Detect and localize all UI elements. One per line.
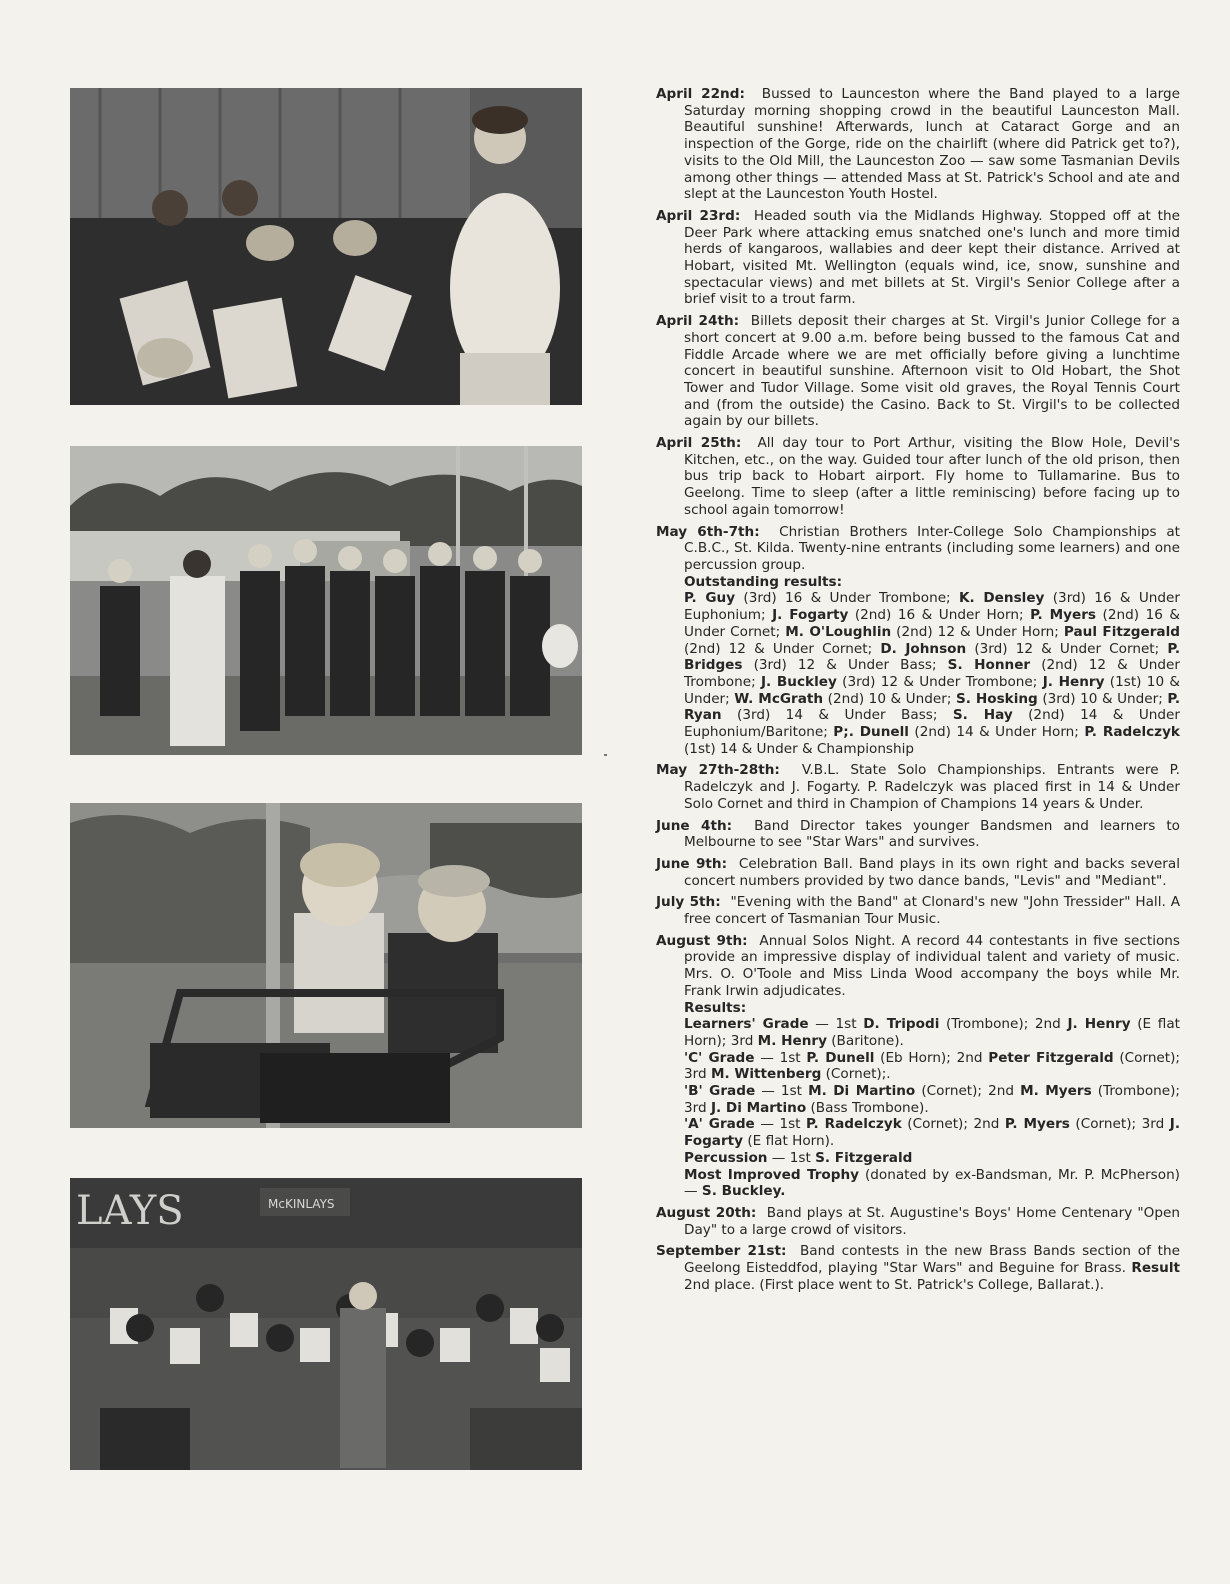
result-detail: (3rd) 12 & Under Bass; (742, 657, 948, 674)
entry-date: September 21st: (656, 1243, 787, 1260)
result-name: K. Densley (958, 590, 1045, 607)
entry-text: All day tour to Port Arthur, visiting the Blow Hole, Devil's Kitchen, etc., on the way. Guided tour after lunch of the old prison, then bus trip back to Hobart airport. Fly home to Tullamarine. Bus to Geelong. Time to sleep (after a little reminiscing) before facing up to school again tomorrow! (684, 435, 1180, 518)
entry-date: April 25th: (656, 435, 742, 452)
result-detail: (2nd) 14 & Under Euphonium/Baritone; (684, 707, 1180, 741)
photo-conductor-band-image (70, 88, 582, 405)
diary-entry (656, 933, 1180, 1200)
result-detail: (3rd) 16 & Under Euphonium; (684, 590, 1180, 624)
result-detail: (3rd) 12 & Under Cornet; (966, 640, 1168, 657)
entry-text: Band plays at St. Augustine's Boys' Home Centenary "Open Day" to a large crowd of visitors. (684, 1205, 1180, 1238)
result-name: P. Myers (1030, 607, 1097, 624)
entry-text: Celebration Ball. Band plays in its own right and backs several concert numbers provided by two dance bands, "Levis" and "Mediant". (684, 855, 1180, 889)
diary-entry (656, 435, 1180, 519)
result-detail: (1st) 10 & Under; (684, 673, 1181, 707)
result-name: P. Ryan (684, 690, 1181, 724)
results-heading: Results: (684, 999, 747, 1016)
photo-conductor-band (70, 88, 582, 405)
result-name: Paul Fitzgerald (1063, 623, 1180, 640)
entry-date: June 4th: (656, 817, 733, 834)
photo-chairlift-boys-image (70, 803, 582, 1128)
result-label: Result (1131, 1260, 1180, 1277)
photo-chairlift-boys (70, 803, 582, 1128)
learners-grade-result: Learners' Grade — 1st D. Tripodi (Trombone); 2nd J. Henry (E flat Horn); 3rd M. Henry (Baritone). (684, 1016, 1180, 1049)
diary-entry (656, 208, 1180, 308)
result-detail: (2nd) 14 & Under Horn; (908, 724, 1085, 741)
photo-mall-concert-image (70, 1178, 582, 1470)
entry-text: Headed south via the Midlands Highway. Stopped off at the Deer Park where attacking emus snatched one's lunch and more timid herds of kangaroos, wallabies and deer kept their distance. Arrived at Hobart, visited Mt. Wellington (equals wind, ice, snow, sunshine and spectacular views) and met billets at St. Virgil's Senior College after a brief visit to a trout farm. (684, 207, 1180, 308)
diary-entry (656, 86, 1180, 203)
result-detail: (2nd) 16 & Under Cornet; (684, 607, 1180, 640)
results-list (684, 590, 1180, 757)
entry-date: April 22nd: (656, 86, 745, 102)
result-detail: (3rd) 10 & Under; (1037, 690, 1168, 707)
diary-entry (656, 762, 1180, 812)
entry-date: July 5th: (656, 894, 721, 911)
result-item (772, 607, 1030, 623)
result-detail: (2nd) 12 & Under Cornet; (684, 640, 881, 657)
entry-text: Christian Brothers Inter-College Solo Championships at C.B.C., St. Kilda. Twenty-nine entrants (including some learners) and one percussion group. (684, 523, 1180, 573)
entry-date: May 27th-28th: (656, 762, 780, 779)
diary-entry (656, 818, 1180, 851)
percussion-result: Percussion — 1st S. Fitzgerald (684, 1149, 913, 1166)
speck (604, 754, 607, 756)
a-grade-result: 'A' Grade — 1st P. Radelczyk (Cornet); 2nd P. Myers (Cornet); 3rd J. Fogarty (E flat Horn). (684, 1116, 1181, 1150)
diary-entry (656, 1205, 1180, 1238)
result-name: M. O'Loughlin (785, 623, 892, 640)
diary-entry (656, 894, 1180, 927)
entry-date: August 20th: (656, 1205, 757, 1221)
result-item (785, 624, 1064, 640)
c-grade-result: 'C' Grade — 1st P. Dunell (Eb Horn); 2nd Peter Fitzgerald (Cornet); 3rd M. Wittenberg (Cornet);. (684, 1049, 1181, 1083)
photo-mall-concert (70, 1178, 582, 1470)
entry-date: April 24th: (656, 313, 740, 330)
result-name: P. Bridges (684, 640, 1181, 674)
result-detail: (2nd) 16 & Under Horn; (848, 607, 1031, 624)
result-name: S. Hay (952, 707, 1013, 724)
entry-text: Bussed to Launceston where the Band played to a large Saturday morning shopping crowd in the beautiful Launceston Mall. Beautiful sunshine! Afterwards, lunch at Cataract Gorge and an inspection of the Gorge, ride on the chairlift (where did Patrick get to?), visits to the Old Mill, the Launceston Zoo — saw some Tasmanian Devils among other things — attended Mass at St. Patrick's School and ate and slept at the Launceston Youth Hostel. (684, 86, 1180, 203)
most-improved-trophy: Most Improved Trophy (donated by ex-Bandsman, Mr. P. McPherson) — S. Buckley. (684, 1166, 1180, 1200)
result-item (684, 590, 959, 606)
shop-sign-mckinlays: McKINLAYS (268, 1197, 335, 1211)
entry-text: Annual Solos Night. A record 44 contestants in five sections provide an impressive display of individual talent and variety of music. Mrs. O. O'Toole and Miss Linda Wood accompany the boys while Mr. Frank Irwin adjudicates. (684, 932, 1180, 999)
entry-date: May 6th-7th: (656, 523, 760, 540)
result-name: S. Honner (947, 657, 1031, 674)
result-detail: (2nd) 10 & Under; (823, 690, 956, 707)
entry-text: Band Director takes younger Bandsmen and learners to Melbourne to see "Star Wars" and survives. (684, 817, 1180, 851)
photo-marching-band-image (70, 446, 582, 755)
result-item (734, 691, 956, 707)
result-name: P. Radelczyk (1084, 724, 1180, 741)
entry-text: V.B.L. State Solo Championships. Entrants were P. Radelczyk and J. Fogarty. P. Radelczyk was placed first in 14 & Under Solo Cornet and third in Champion of Champions 14 years & Under. (684, 762, 1180, 812)
result-name: J. Buckley (760, 673, 837, 690)
result-name: P;. Dunell (833, 724, 909, 741)
tour-diary-column (656, 86, 1180, 1299)
shop-sign-lays: LAYS (76, 1188, 184, 1234)
result-name: D. Johnson (880, 640, 967, 657)
result-item (833, 724, 1084, 740)
entry-date: April 23rd: (656, 207, 741, 224)
entry-text: Billets deposit their charges at St. Virgil's Junior College for a short concert at 9.00 a.m. before being bussed to the famous Cat and Fiddle Arcade where we are met officially before giving a lunchtime concert in beautiful sunshine. Afternoon visit to Old Hobart, the Shot Tower and Tudor Village. Some visit old graves, the Royal Tennis Court and (from the outside) the Casino. Back to St. Virgil's to be collected again by our billets. (684, 313, 1180, 430)
result-name: J. Fogarty (772, 607, 849, 624)
result-text: 2nd place. (First place went to St. Patrick's College, Ballarat.). (684, 1276, 1105, 1293)
entry-text: Band contests in the new Brass Bands section of the Geelong Eisteddfod, playing "Star Wars" and Beguine for Brass. (684, 1243, 1180, 1277)
result-item (956, 691, 1167, 707)
result-detail: (3rd) 14 & Under Bass; (721, 707, 953, 724)
diary-entry (656, 524, 1180, 758)
diary-entry (656, 1243, 1180, 1293)
entry-date: June 9th: (656, 855, 728, 872)
result-item (761, 674, 1043, 690)
entry-text: "Evening with the Band" at Clonard's new "John Tressider" Hall. A free concert of Tasmanian Tour Music. (684, 894, 1180, 928)
result-detail: (3rd) 12 & Under Trombone; (836, 673, 1043, 690)
result-detail: (1st) 14 & Under & Championship (684, 740, 915, 757)
result-name: S. Hosking (955, 690, 1038, 707)
result-item (880, 641, 1167, 657)
result-name: J. Henry (1042, 673, 1105, 690)
result-name: W. McGrath (734, 690, 824, 707)
entry-date: August 9th: (656, 932, 748, 949)
result-detail: (3rd) 16 & Under Trombone; (735, 590, 959, 607)
photo-marching-band (70, 446, 582, 755)
result-detail: (2nd) 12 & Under Trombone; (684, 657, 1180, 690)
b-grade-result: 'B' Grade — 1st M. Di Martino (Cornet); 2nd M. Myers (Trombone); 3rd J. Di Martino (Bass Trombone). (684, 1083, 1181, 1116)
results-heading: Outstanding results: (684, 573, 843, 590)
diary-entry (656, 856, 1180, 889)
diary-entry (656, 313, 1180, 430)
result-detail: (2nd) 12 & Under Horn; (891, 623, 1064, 640)
result-name: P. Guy (684, 590, 736, 607)
